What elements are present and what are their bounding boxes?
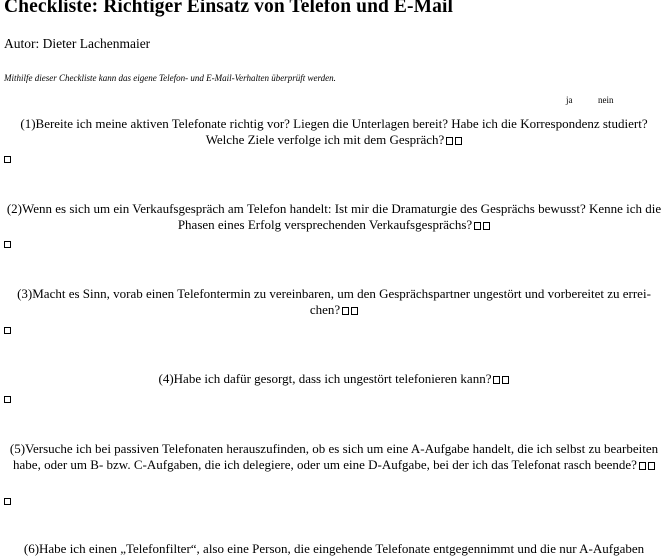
- checkbox-yes[interactable]: [474, 222, 481, 230]
- checkbox-no[interactable]: [502, 376, 509, 384]
- checkbox-yes[interactable]: [446, 137, 453, 145]
- checkbox-extra[interactable]: [4, 498, 11, 505]
- question-text: (3)Macht es Sinn, vorab einen Telefontermin zu vereinbaren, um den Gesprächspartner ungestört und vorbereitet zu erreichen?: [17, 286, 651, 317]
- question-item-2: [6, 201, 662, 233]
- checkbox-no[interactable]: [455, 137, 462, 145]
- checkbox-yes[interactable]: [493, 376, 500, 384]
- question-text: (6)Habe ich einen „Telefonfilter“, also eine Person, die eingehende Telefonate entgegennimmt und die nur A-Aufgaben: [23, 541, 645, 556]
- checkbox-extra[interactable]: [4, 241, 11, 248]
- column-header-no: nein: [598, 95, 614, 105]
- checkbox-extra[interactable]: [4, 327, 11, 334]
- checkbox-no[interactable]: [648, 462, 655, 470]
- checkbox-no[interactable]: [483, 222, 490, 230]
- question-item-6: [6, 541, 662, 557]
- question-item-5: [6, 441, 662, 473]
- column-header-yes: ja: [566, 95, 573, 105]
- question-text: (4)Habe ich dafür gesorgt, dass ich ungestört telefonieren kann?: [158, 371, 492, 386]
- question-item-1: [6, 116, 662, 148]
- question-text: (5)Versuche ich bei passiven Telefonaten herauszufinden, ob es sich um eine A-Aufgabe handelt, die ich selbst zu bearbeiten habe, oder um B- bzw. C-Aufgaben, die ich delegiere, oder um eine D-Aufgabe, bei der ich das Telefonat rasch beende?: [9, 441, 659, 472]
- checkbox-no[interactable]: [351, 307, 358, 315]
- question-text: (1)Bereite ich meine aktiven Telefonate richtig vor? Liegen die Unterlagen bereit? Habe ich die Korrespondenz studiert? Welche Ziele verfolge ich mit dem Gespräch?: [20, 116, 648, 147]
- author-line: Autor: Dieter Lachenmaier: [4, 36, 151, 51]
- question-item-4: [6, 371, 662, 387]
- intro-text: Mithilfe dieser Checkliste kann das eigene Telefon- und E-Mail-Verhalten überprüft werden.: [4, 73, 336, 83]
- question-item-3: [6, 286, 662, 318]
- checkbox-extra[interactable]: [4, 156, 11, 163]
- page-title: Checkliste: Richtiger Einsatz von Telefon und E-Mail: [4, 0, 454, 17]
- checkbox-extra[interactable]: [4, 396, 11, 403]
- checkbox-yes[interactable]: [342, 307, 349, 315]
- checkbox-yes[interactable]: [639, 462, 646, 470]
- question-text: (2)Wenn es sich um ein Verkaufsgespräch am Telefon handelt: Ist mir die Dramaturgie des Gesprächs bewusst? Kenne ich die Phasen eines Erfolg versprechenden Verkaufsgesprächs?: [6, 201, 662, 232]
